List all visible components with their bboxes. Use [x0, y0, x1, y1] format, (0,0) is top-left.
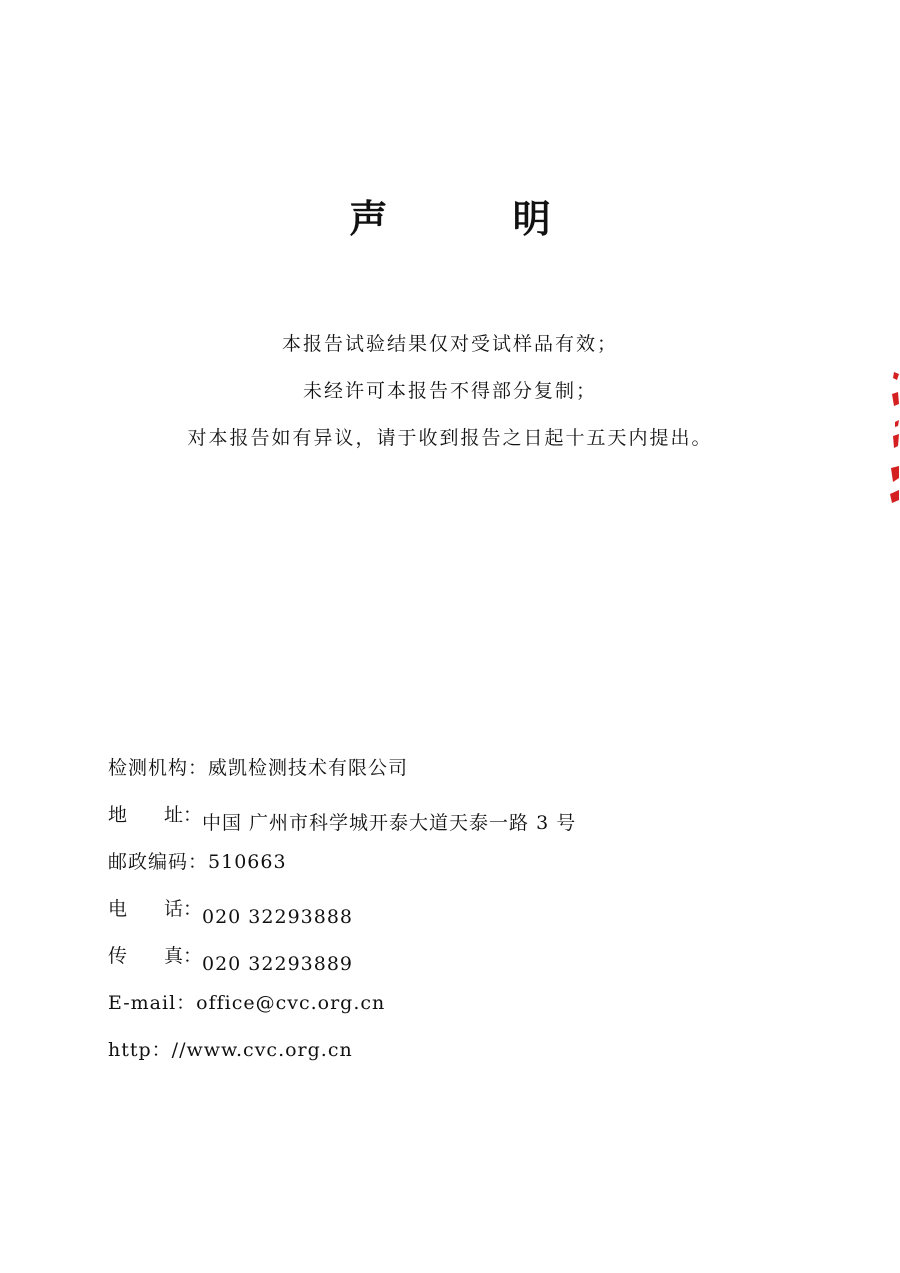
http-label: http： — [108, 1039, 172, 1061]
fax-label — [108, 942, 202, 970]
fax-row — [108, 942, 576, 989]
address-value: 中国 广州市科学城开泰大道天泰一路 3 号 — [202, 812, 577, 834]
org-value: 威凯检测技术有限公司 — [208, 757, 409, 779]
phone-label-first: 电 — [108, 898, 128, 920]
phone-label — [108, 895, 202, 923]
phone-label-last: 话： — [163, 898, 202, 920]
statement-line: 未经许可本报告不得部分复制； — [302, 380, 597, 402]
address-label-first: 地 — [108, 804, 128, 826]
address-label — [108, 801, 202, 829]
seal-stamp-graphic — [888, 370, 900, 505]
contact-info — [108, 754, 576, 1083]
statement-line: 对本报告如有异议，请于收到报告之日起十五天内提出。 — [187, 427, 713, 449]
org-row — [108, 754, 576, 801]
org-label: 检测机构： — [108, 757, 209, 779]
postcode-label: 邮政编码： — [108, 851, 209, 873]
address-row — [108, 801, 576, 848]
phone-value: 020 32293888 — [202, 906, 354, 928]
http-row — [108, 1036, 576, 1083]
fax-label-last: 真： — [163, 945, 202, 967]
address-label-last: 址： — [163, 804, 202, 826]
postcode-row — [108, 848, 576, 895]
postcode-value: 510663 — [208, 851, 287, 873]
seal-stamp-edge — [888, 370, 900, 505]
http-value: //www.cvc.org.cn — [171, 1039, 353, 1061]
fax-value: 020 32293889 — [202, 953, 354, 975]
statement-line: 本报告试验结果仅对受试样品有效； — [281, 333, 618, 355]
fax-label-first: 传 — [108, 945, 128, 967]
phone-row — [108, 895, 576, 942]
email-value: office@cvc.org.cn — [196, 992, 386, 1014]
statements — [0, 330, 900, 471]
email-row — [108, 989, 576, 1036]
page-title: 声 明 — [349, 196, 607, 241]
email-label: E-mail： — [108, 992, 197, 1014]
